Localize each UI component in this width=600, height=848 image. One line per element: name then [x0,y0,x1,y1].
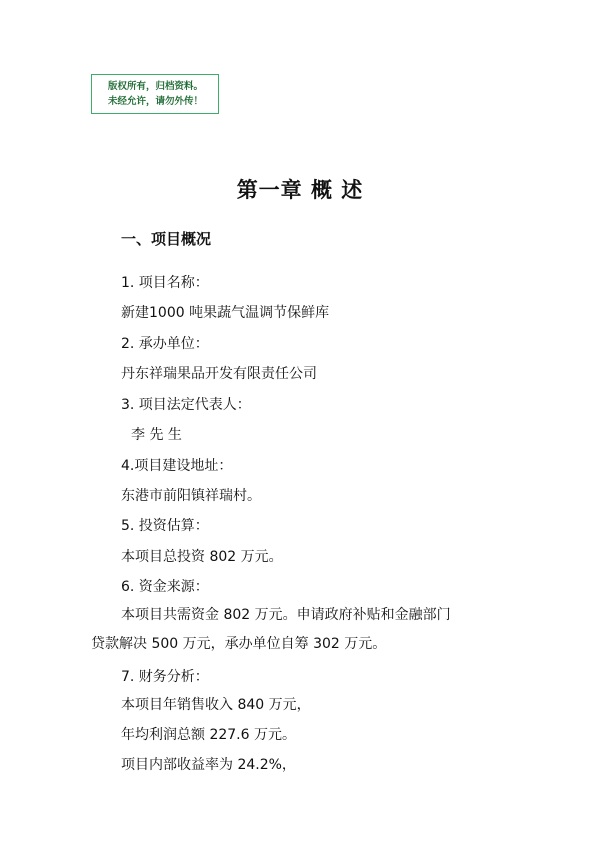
item-7-value-line-3: 项目内部收益率为 24.2%， [121,757,296,773]
item-1-label: 1. 项目名称： [121,275,209,291]
section-title: 一、项目概况 [121,230,212,248]
chapter-title: 第一章 概 述 [236,177,364,202]
item-7-value-line-1: 本项目年销售收入 840 万元， [121,697,311,713]
stamp-line-2: 未经允许，请勿外传！ [108,96,204,107]
item-5-value: 本项目总投资 802 万元。 [121,549,283,565]
item-4-label: 4.项目建设地址： [121,458,233,474]
item-4-value: 东港市前阳镇祥瑞村。 [121,488,261,504]
item-2-value: 丹东祥瑞果品开发有限责任公司 [121,366,317,382]
item-6-value-line-2: 贷款解决 500 万元，承办单位自筹 302 万元。 [91,636,387,652]
item-7-label: 7. 财务分析： [121,669,209,685]
item-5-label: 5. 投资估算： [121,518,209,534]
item-3-label: 3. 项目法定代表人： [121,397,251,413]
item-2-label: 2. 承办单位： [121,336,209,352]
stamp-line-1: 版权所有，归档资料。 [108,81,204,92]
copyright-stamp [91,74,219,114]
item-6-value-line-1: 本项目共需资金 802 万元。申请政府补贴和金融部门 [121,607,451,623]
item-7-value-line-2: 年均利润总额 227.6 万元。 [121,727,296,743]
item-6-label: 6. 资金来源： [121,579,209,595]
item-1-value: 新建1000 吨果蔬气温调节保鲜库 [121,305,330,321]
item-3-value: 李 先 生 [131,427,182,443]
